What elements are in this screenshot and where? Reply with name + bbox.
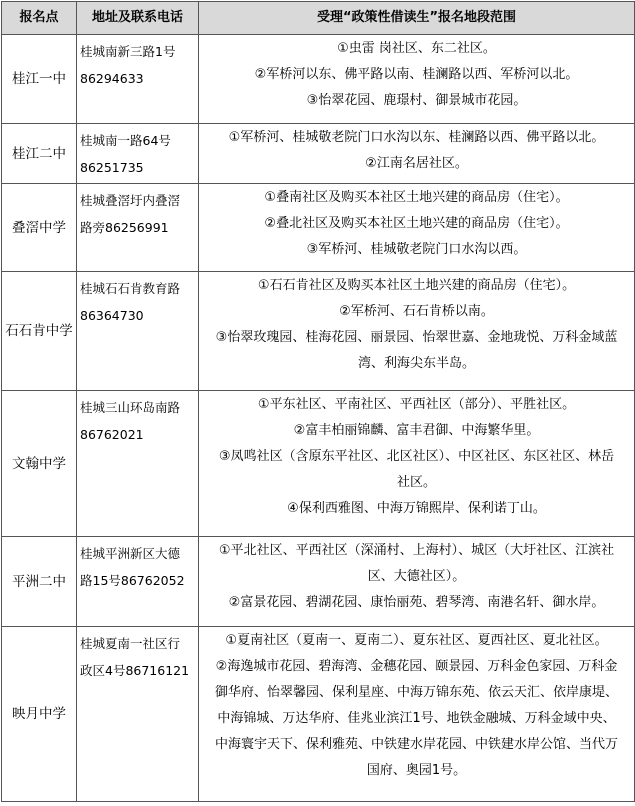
range-item: ③军桥河、桂城敬老院门口水沟以西。 xyxy=(306,242,527,257)
address-line: 桂城三山环岛南路 xyxy=(80,400,181,415)
phone-line: 86364730 xyxy=(80,308,144,323)
phone-line: 86251735 xyxy=(80,160,144,175)
address-line: 桂城石石肯教育路 xyxy=(80,281,181,296)
range-item: ①石石肯社区及购买本社区土地兴建的商品房（住宅）。 xyxy=(257,278,576,293)
school-address xyxy=(77,35,199,124)
school-name: 桂江二中 xyxy=(2,124,77,184)
range-item: ②海逸城市花园、碧海湾、金穗花园、颐景园、万科金色家园、万科金 xyxy=(215,659,618,674)
enrollment-range xyxy=(199,272,635,391)
table-row xyxy=(2,35,635,124)
table-row xyxy=(2,627,635,802)
enrollment-range xyxy=(199,124,635,184)
school-address xyxy=(77,391,199,537)
address-line: 桂城平洲新区大德 xyxy=(80,546,181,561)
range-item: ②叠北社区及购买本社区土地兴建的商品房（住宅）。 xyxy=(264,216,569,231)
range-item: 区、大德社区）。 xyxy=(367,569,466,584)
address-line: 桂城南一路64号 xyxy=(80,133,171,148)
phone-line: 86294633 xyxy=(80,71,144,86)
enrollment-range xyxy=(199,627,635,802)
range-item: 国府、奥园1号。 xyxy=(366,763,467,778)
table-row xyxy=(2,184,635,272)
header-school: 报名点 xyxy=(2,2,77,35)
table-row xyxy=(2,272,635,391)
school-address xyxy=(77,272,199,391)
range-item: ③凤鸣社区（含原东平社区、北区社区）、中区社区、东区社区、林岳 xyxy=(218,449,615,464)
school-name: 石石肯中学 xyxy=(2,272,77,391)
range-item: ①军桥河、桂城敬老院门口水沟以东、桂澜路以西、佛平路以北。 xyxy=(228,130,605,145)
range-item: 中海锦城、万达华府、佳兆业滨江1号、地铁金融城、万科金域中央、 xyxy=(217,711,616,726)
range-item: ①平北社区、平西社区（深涌村、上海村）、城区（大圩社区、江滨社 xyxy=(218,543,615,558)
range-item: ①叠南社区及购买本社区土地兴建的商品房（住宅）。 xyxy=(264,190,569,205)
range-item: ②富丰柏丽锦麟、富丰君御、中海繁华里。 xyxy=(293,423,540,438)
school-name: 映月中学 xyxy=(2,627,77,802)
header-range: 受理“政策性借读生”报名地段范围 xyxy=(199,2,635,35)
enrollment-range xyxy=(199,537,635,627)
phone-line: 路旁86256991 xyxy=(80,220,169,235)
range-item: ①平东社区、平南社区、平西社区（部分）、平胜社区。 xyxy=(257,397,576,412)
school-name: 桂江一中 xyxy=(2,35,77,124)
enrollment-range xyxy=(199,35,635,124)
table-row xyxy=(2,537,635,627)
school-name: 叠滘中学 xyxy=(2,184,77,272)
school-address xyxy=(77,537,199,627)
school-address xyxy=(77,627,199,802)
table-row xyxy=(2,391,635,537)
school-name: 文翰中学 xyxy=(2,391,77,537)
enrollment-table xyxy=(1,1,635,802)
range-item: 湾、利海尖东半岛。 xyxy=(357,356,475,371)
range-item: ③怡翠玫瑰园、桂海花园、丽景园、怡翠世嘉、金地珑悦、万科金域蓝 xyxy=(215,330,618,345)
address-line: 桂城南新三路1号 xyxy=(80,44,176,59)
header-row xyxy=(2,2,635,35)
range-item: ②江南名居社区。 xyxy=(365,156,468,171)
phone-line: 86762021 xyxy=(80,427,144,442)
range-item: ②军桥河、石石肯桥以南。 xyxy=(339,304,494,319)
range-item: ②富景花园、碧湖花园、康怡丽苑、碧琴湾、南港名轩、御水岸。 xyxy=(228,595,605,610)
phone-line: 政区4号86716121 xyxy=(80,663,190,678)
school-address xyxy=(77,184,199,272)
school-address xyxy=(77,124,199,184)
address-line: 桂城夏南一社区行 xyxy=(80,636,181,651)
range-item: 御华府、怡翠馨园、保利星座、中海万锦东苑、依云天汇、依岸康堤、 xyxy=(214,685,618,700)
enrollment-range xyxy=(199,391,635,537)
phone-line: 路15号86762052 xyxy=(80,573,185,588)
address-line: 桂城叠滘圩内叠滘 xyxy=(80,193,181,208)
range-item: 社区。 xyxy=(396,475,436,490)
school-name: 平洲二中 xyxy=(2,537,77,627)
range-item: ①夏南社区（夏南一、夏南二）、夏东社区、夏西社区、夏北社区。 xyxy=(225,633,608,648)
range-item: ②军桥河以东、佛平路以南、桂澜路以西、军桥河以北。 xyxy=(254,67,579,82)
header-address: 地址及联系电话 xyxy=(77,2,199,35)
range-item: ③怡翠花园、鹿璟村、御景城市花园。 xyxy=(306,93,527,108)
table-row xyxy=(2,124,635,184)
enrollment-range xyxy=(199,184,635,272)
range-item: ④保利西雅图、中海万锦熙岸、保利诺丁山。 xyxy=(287,501,546,516)
range-item: 中海寰宇天下、保利雅苑、中铁建水岸花园、中铁建水岸公馆、当代万 xyxy=(214,737,618,752)
range-item: ①虫雷 岗社区、东二社区。 xyxy=(337,41,496,56)
